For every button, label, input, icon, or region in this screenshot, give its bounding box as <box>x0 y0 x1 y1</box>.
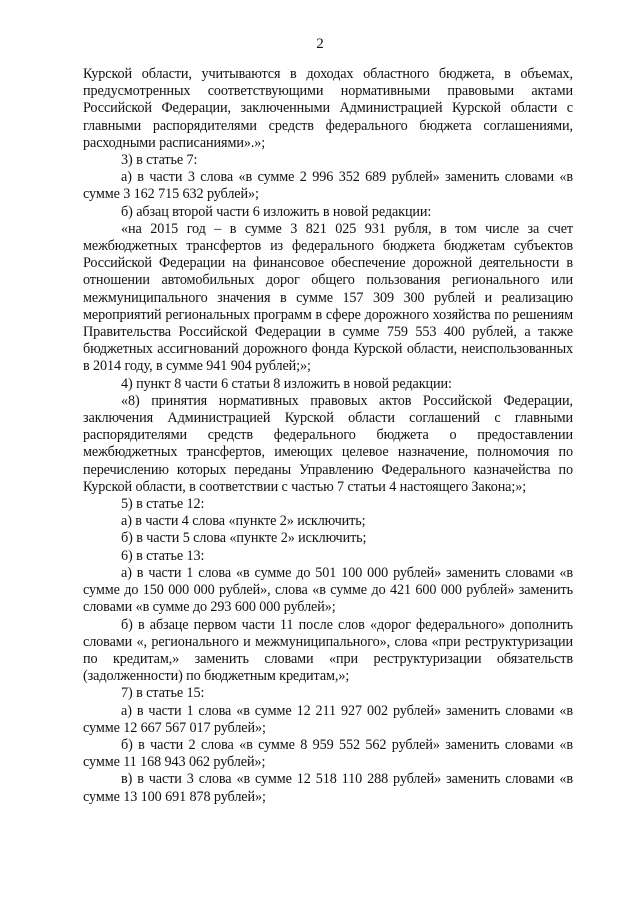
paragraph: 5) в статье 12: <box>121 496 205 513</box>
paragraph: а) в части 4 слова «пункте 2» исключить; <box>121 513 366 530</box>
document-body <box>83 66 573 806</box>
paragraph: 4) пункт 8 части 6 статьи 8 изложить в новой редакции: <box>121 375 452 392</box>
paragraph: Курской области, учитываются в доходах областного бюджета, в объемах, предусмотренных соответствующими нормативными правовыми актами Российской Федерации, заключенными Администрацией Курской области с главными распорядителями средств федерального бюджета соглашениями, расходными расписаниями».»; <box>83 66 573 151</box>
paragraph: б) в части 5 слова «пункте 2» исключить; <box>121 530 367 547</box>
paragraph: 3) в статье 7: <box>121 152 198 169</box>
paragraph: а) в части 3 слова «в сумме 2 996 352 689 рублей» заменить словами «в сумме 3 162 715 632 рублей»; <box>83 169 573 203</box>
paragraph: «8) принятия нормативных правовых актов Российской Федерации, заключения Администрацией Курской области соглашений с главными распорядителями средств федерального бюджета о предоставлении межбюджетных трансфертов, имеющих целевое назначение, полномочия по перечислению которых переданы Управлению Федерального казначейства по Курской области, в соответствии с частью 7 статьи 4 настоящего Закона;»; <box>83 392 573 495</box>
paragraph: 6) в статье 13: <box>121 547 205 564</box>
page-number: 2 <box>316 36 324 52</box>
paragraph: 7) в статье 15: <box>121 685 205 702</box>
paragraph: а) в части 1 слова «в сумме 12 211 927 002 рублей» заменить словами «в сумме 12 667 567 017 рублей»; <box>83 702 573 736</box>
paragraph: б) абзац второй части 6 изложить в новой редакции: <box>121 203 432 220</box>
paragraph: б) в части 2 слова «в сумме 8 959 552 562 рублей» заменить словами «в сумме 11 168 943 062 рублей»; <box>83 736 573 771</box>
paragraph: б) в абзаце первом части 11 после слов «дорог федерального» дополнить словами «, регионального и межмуниципального», слова «при реструктуризации по кредитам,» заменить словами «при реструктуризации обязательств (задолженности) по бюджетным кредитам,»; <box>83 616 573 685</box>
paragraph: «на 2015 год – в сумме 3 821 025 931 рубля, в том числе за счет межбюджетных трансфертов из федерального бюджета бюджетам субъектов Российской Федерации на финансовое обеспечение дорожной деятельности в отношении автомобильных дорог общего пользования регионального или межмуниципального значения в сумме 157 309 300 рублей и реализацию мероприятий региональных программ в сфере дорожного хозяйства по решениям Правительства Российской Федерации в сумме 759 553 400 рублей, а также бюджетных ассигнований дорожного фонда Курской области, неиспользованных в 2014 году, в сумме 941 904 рублей;»; <box>83 220 573 375</box>
paragraph: в) в части 3 слова «в сумме 12 518 110 288 рублей» заменить словами «в сумме 13 100 691 878 рублей»; <box>83 771 573 805</box>
paragraph: а) в части 1 слова «в сумме до 501 100 000 рублей» заменить словами «в сумме до 150 000 000 рублей», слова «в сумме до 421 600 000 рублей» заменить словами «в сумме до 293 600 000 рублей»; <box>83 564 573 616</box>
